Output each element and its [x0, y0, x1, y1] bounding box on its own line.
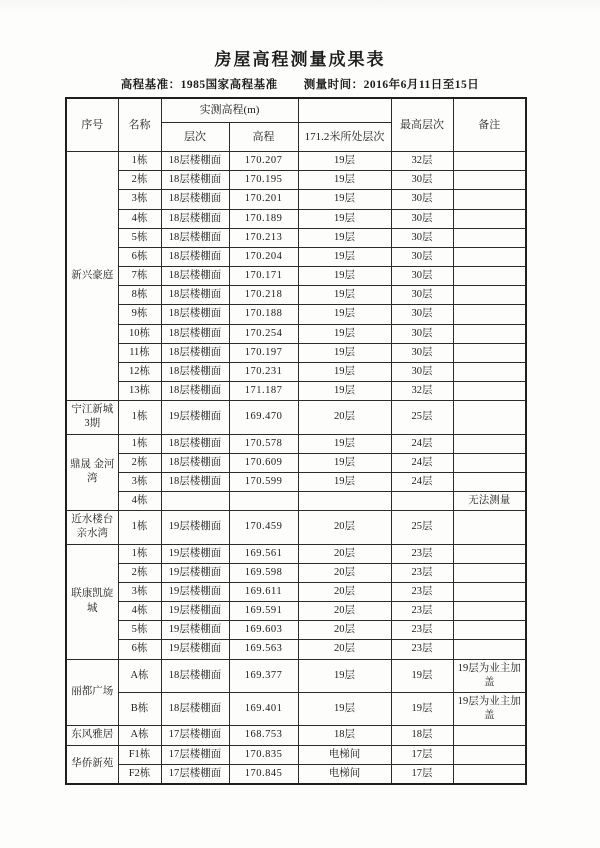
table-row — [66, 582, 526, 601]
floor-level-cell: 17层楼棚面 — [161, 726, 229, 745]
building-cell: 2栋 — [118, 453, 161, 472]
table-row — [66, 267, 526, 286]
header-name: 名称 — [118, 98, 161, 152]
header-floor-level: 层次 — [161, 123, 229, 152]
elevation-cell: 170.459 — [229, 511, 298, 544]
table-row — [66, 305, 526, 324]
remark-cell — [453, 209, 526, 228]
building-cell: 3栋 — [118, 190, 161, 209]
floor-level-cell: 17层楼棚面 — [161, 764, 229, 784]
building-cell: 4栋 — [118, 209, 161, 228]
table-row — [66, 286, 526, 305]
floor-at-171m-cell: 20层 — [298, 401, 391, 434]
building-cell: 10栋 — [118, 324, 161, 343]
table-row — [66, 602, 526, 621]
building-cell: 13栋 — [118, 382, 161, 401]
building-cell: 12栋 — [118, 362, 161, 381]
max-floor-cell: 30层 — [391, 362, 453, 381]
floor-level-cell: 18层楼棚面 — [161, 324, 229, 343]
floor-level-cell: 19层楼棚面 — [161, 544, 229, 563]
table-row — [66, 209, 526, 228]
building-cell: 1栋 — [118, 511, 161, 544]
project-name-cell: 宁江新城3期 — [66, 401, 118, 434]
floor-at-171m-cell: 18层 — [298, 726, 391, 745]
remark-cell — [453, 621, 526, 640]
max-floor-cell: 19层 — [391, 692, 453, 725]
table-row — [66, 171, 526, 190]
building-cell: 3栋 — [118, 472, 161, 491]
table-row — [66, 659, 526, 692]
floor-at-171m-cell: 19层 — [298, 362, 391, 381]
remark-cell: 无法测量 — [453, 492, 526, 511]
max-floor-cell: 30层 — [391, 171, 453, 190]
table-row — [66, 726, 526, 745]
max-floor-cell: 17层 — [391, 764, 453, 784]
elevation-cell: 170.213 — [229, 228, 298, 247]
max-floor-cell: 30层 — [391, 190, 453, 209]
elevation-cell: 168.753 — [229, 726, 298, 745]
project-name-cell: 鼎晟 金河湾 — [66, 434, 118, 511]
floor-at-171m-cell: 20层 — [298, 511, 391, 544]
table-row — [66, 563, 526, 582]
floor-level-cell: 19层楼棚面 — [161, 401, 229, 434]
scan-paper-edge — [0, 0, 600, 13]
floor-level-cell: 19层楼棚面 — [161, 511, 229, 544]
project-name-cell: 联康凯旋城 — [66, 544, 118, 659]
floor-at-171m-cell: 19层 — [298, 228, 391, 247]
building-cell: 2栋 — [118, 563, 161, 582]
floor-level-cell: 18层楼棚面 — [161, 434, 229, 453]
max-floor-cell: 30层 — [391, 247, 453, 266]
floor-level-cell: 18层楼棚面 — [161, 152, 229, 171]
floor-at-171m-cell: 20层 — [298, 602, 391, 621]
table-row — [66, 362, 526, 381]
remark-cell — [453, 764, 526, 784]
table-body — [66, 152, 526, 784]
floor-at-171m-cell: 19层 — [298, 247, 391, 266]
floor-at-171m-cell — [298, 492, 391, 511]
elevation-cell: 170.197 — [229, 343, 298, 362]
remark-cell — [453, 247, 526, 266]
remark-cell — [453, 602, 526, 621]
remark-cell — [453, 582, 526, 601]
table-row — [66, 152, 526, 171]
building-cell: 5栋 — [118, 621, 161, 640]
floor-at-171m-cell: 19层 — [298, 152, 391, 171]
elevation-cell: 170.204 — [229, 247, 298, 266]
elevation-cell: 169.563 — [229, 640, 298, 659]
table-row — [66, 492, 526, 511]
max-floor-cell: 25层 — [391, 401, 453, 434]
table-row — [66, 764, 526, 784]
floor-at-171m-cell: 电梯间 — [298, 745, 391, 764]
max-floor-cell: 32层 — [391, 152, 453, 171]
table-row — [66, 401, 526, 434]
header-remarks: 备注 — [453, 98, 526, 152]
table-row — [66, 640, 526, 659]
max-floor-cell: 23层 — [391, 544, 453, 563]
remark-cell — [453, 305, 526, 324]
floor-level-cell: 18层楼棚面 — [161, 228, 229, 247]
elevation-cell: 170.845 — [229, 764, 298, 784]
max-floor-cell: 24层 — [391, 434, 453, 453]
floor-level-cell: 18层楼棚面 — [161, 382, 229, 401]
elevation-cell: 171.187 — [229, 382, 298, 401]
remark-cell — [453, 472, 526, 491]
elevation-cell: 170.201 — [229, 190, 298, 209]
remark-cell: 19层为业主加盖 — [453, 659, 526, 692]
floor-at-171m-cell: 19层 — [298, 659, 391, 692]
floor-at-171m-cell: 19层 — [298, 472, 391, 491]
floor-level-cell: 18层楼棚面 — [161, 209, 229, 228]
max-floor-cell: 18层 — [391, 726, 453, 745]
floor-at-171m-cell: 19层 — [298, 209, 391, 228]
building-cell: 1栋 — [118, 434, 161, 453]
project-name-cell: 新兴豪庭 — [66, 152, 118, 401]
max-floor-cell: 23层 — [391, 582, 453, 601]
building-cell: 2栋 — [118, 171, 161, 190]
building-cell: 4栋 — [118, 492, 161, 511]
floor-level-cell: 18层楼棚面 — [161, 190, 229, 209]
max-floor-cell: 30层 — [391, 228, 453, 247]
remark-cell — [453, 228, 526, 247]
table-row — [66, 434, 526, 453]
document-subtitle — [0, 76, 600, 92]
max-floor-cell: 23层 — [391, 640, 453, 659]
table-row — [66, 228, 526, 247]
table-row — [66, 324, 526, 343]
floor-level-cell: 18层楼棚面 — [161, 362, 229, 381]
floor-level-cell: 18层楼棚面 — [161, 286, 229, 305]
floor-at-171m-cell: 19层 — [298, 382, 391, 401]
building-cell: A栋 — [118, 659, 161, 692]
elevation-cell: 169.401 — [229, 692, 298, 725]
table-row — [66, 511, 526, 544]
max-floor-cell: 24层 — [391, 453, 453, 472]
floor-at-171m-cell: 20层 — [298, 582, 391, 601]
remark-cell — [453, 152, 526, 171]
floor-level-cell: 19层楼棚面 — [161, 621, 229, 640]
max-floor-cell: 23层 — [391, 563, 453, 582]
building-cell: 8栋 — [118, 286, 161, 305]
floor-level-cell: 18层楼棚面 — [161, 247, 229, 266]
building-cell: 9栋 — [118, 305, 161, 324]
floor-level-cell: 18层楼棚面 — [161, 305, 229, 324]
remark-cell — [453, 401, 526, 434]
floor-at-171m-cell: 19层 — [298, 286, 391, 305]
table-row — [66, 343, 526, 362]
project-name-cell: 东风雅居 — [66, 726, 118, 745]
elevation-cell: 170.171 — [229, 267, 298, 286]
remark-cell — [453, 267, 526, 286]
remark-cell — [453, 726, 526, 745]
max-floor-cell: 23层 — [391, 621, 453, 640]
elevation-cell — [229, 492, 298, 511]
remark-cell — [453, 190, 526, 209]
header-elevation: 高程 — [229, 123, 298, 152]
floor-at-171m-cell: 19层 — [298, 190, 391, 209]
floor-level-cell: 18层楼棚面 — [161, 472, 229, 491]
table-row — [66, 190, 526, 209]
max-floor-cell: 32层 — [391, 382, 453, 401]
elevation-cell: 170.609 — [229, 453, 298, 472]
elevation-cell: 170.578 — [229, 434, 298, 453]
max-floor-cell: 30层 — [391, 324, 453, 343]
table-row — [66, 692, 526, 725]
max-floor-cell: 24层 — [391, 472, 453, 491]
remark-cell — [453, 745, 526, 764]
building-cell: 3栋 — [118, 582, 161, 601]
remark-cell — [453, 453, 526, 472]
floor-level-cell: 18层楼棚面 — [161, 692, 229, 725]
floor-level-cell: 18层楼棚面 — [161, 267, 229, 286]
floor-level-cell — [161, 492, 229, 511]
max-floor-cell: 17层 — [391, 745, 453, 764]
building-cell: 11栋 — [118, 343, 161, 362]
header-serial-number: 序号 — [66, 98, 118, 152]
max-floor-cell: 23层 — [391, 602, 453, 621]
elevation-results-table — [65, 97, 527, 785]
table-row — [66, 544, 526, 563]
elevation-cell: 169.611 — [229, 582, 298, 601]
header-max-floor: 最高层次 — [391, 98, 453, 152]
building-cell: 7栋 — [118, 267, 161, 286]
floor-at-171m-cell: 19层 — [298, 324, 391, 343]
floor-level-cell: 17层楼棚面 — [161, 745, 229, 764]
elevation-cell: 170.254 — [229, 324, 298, 343]
header-floor-at-171m: 171.2米所处层次 — [298, 123, 391, 152]
floor-level-cell: 19层楼棚面 — [161, 640, 229, 659]
floor-at-171m-cell: 20层 — [298, 563, 391, 582]
remark-cell — [453, 434, 526, 453]
table-header — [66, 98, 526, 152]
remark-cell — [453, 382, 526, 401]
floor-level-cell: 18层楼棚面 — [161, 171, 229, 190]
floor-level-cell: 19层楼棚面 — [161, 563, 229, 582]
max-floor-cell: 25层 — [391, 511, 453, 544]
project-name-cell: 华侨新苑 — [66, 745, 118, 784]
elevation-cell: 170.189 — [229, 209, 298, 228]
floor-level-cell: 18层楼棚面 — [161, 343, 229, 362]
building-cell: A栋 — [118, 726, 161, 745]
max-floor-cell: 30层 — [391, 305, 453, 324]
project-name-cell: 丽都广场 — [66, 659, 118, 726]
elevation-cell: 169.561 — [229, 544, 298, 563]
floor-level-cell: 19层楼棚面 — [161, 582, 229, 601]
floor-at-171m-cell: 19层 — [298, 692, 391, 725]
floor-at-171m-cell: 19层 — [298, 453, 391, 472]
table-row — [66, 472, 526, 491]
elevation-cell: 169.598 — [229, 563, 298, 582]
elevation-cell: 170.188 — [229, 305, 298, 324]
table-row — [66, 453, 526, 472]
document-title: 房屋高程测量成果表 — [214, 50, 386, 69]
max-floor-cell: 30层 — [391, 267, 453, 286]
remark-cell — [453, 171, 526, 190]
building-cell: 1栋 — [118, 152, 161, 171]
remark-cell — [453, 563, 526, 582]
floor-level-cell: 18层楼棚面 — [161, 453, 229, 472]
elevation-cell: 170.835 — [229, 745, 298, 764]
table-row — [66, 745, 526, 764]
building-cell: 1栋 — [118, 401, 161, 434]
building-cell: B栋 — [118, 692, 161, 725]
max-floor-cell — [391, 492, 453, 511]
elevation-cell: 169.377 — [229, 659, 298, 692]
building-cell: F2栋 — [118, 764, 161, 784]
elevation-cell: 169.603 — [229, 621, 298, 640]
elevation-cell: 170.599 — [229, 472, 298, 491]
building-cell: 1栋 — [118, 544, 161, 563]
building-cell: 6栋 — [118, 640, 161, 659]
floor-at-171m-cell: 19层 — [298, 305, 391, 324]
building-cell: 6栋 — [118, 247, 161, 266]
table-row — [66, 247, 526, 266]
remark-cell — [453, 640, 526, 659]
floor-at-171m-cell: 20层 — [298, 621, 391, 640]
elevation-cell: 169.470 — [229, 401, 298, 434]
floor-level-cell: 18层楼棚面 — [161, 659, 229, 692]
floor-at-171m-cell: 19层 — [298, 434, 391, 453]
remark-cell — [453, 544, 526, 563]
floor-at-171m-cell: 19层 — [298, 267, 391, 286]
max-floor-cell: 30层 — [391, 343, 453, 362]
floor-at-171m-cell: 20层 — [298, 544, 391, 563]
building-cell: 5栋 — [118, 228, 161, 247]
elevation-cell: 170.218 — [229, 286, 298, 305]
header-spacer-cell — [298, 98, 391, 123]
max-floor-cell: 19层 — [391, 659, 453, 692]
floor-at-171m-cell: 20层 — [298, 640, 391, 659]
remark-cell — [453, 362, 526, 381]
table-row — [66, 621, 526, 640]
remark-cell — [453, 343, 526, 362]
elevation-cell: 170.195 — [229, 171, 298, 190]
elevation-cell: 170.231 — [229, 362, 298, 381]
elevation-cell: 170.207 — [229, 152, 298, 171]
floor-level-cell: 19层楼棚面 — [161, 602, 229, 621]
remark-cell — [453, 511, 526, 544]
max-floor-cell: 30层 — [391, 209, 453, 228]
remark-cell — [453, 286, 526, 305]
project-name-cell: 近水楼台亲水湾 — [66, 511, 118, 544]
elevation-datum-label: 高程基准：1985国家高程基准 — [120, 79, 278, 91]
header-measured-elevation: 实测高程(m) — [161, 98, 298, 123]
remark-cell: 19层为业主加盖 — [453, 692, 526, 725]
floor-at-171m-cell: 电梯间 — [298, 764, 391, 784]
floor-at-171m-cell: 19层 — [298, 171, 391, 190]
remark-cell — [453, 324, 526, 343]
table-row — [66, 382, 526, 401]
floor-at-171m-cell: 19层 — [298, 343, 391, 362]
max-floor-cell: 30层 — [391, 286, 453, 305]
building-cell: F1栋 — [118, 745, 161, 764]
measurement-time-label: 测量时间：2016年6月11日至15日 — [303, 79, 480, 91]
building-cell: 4栋 — [118, 602, 161, 621]
elevation-cell: 169.591 — [229, 602, 298, 621]
